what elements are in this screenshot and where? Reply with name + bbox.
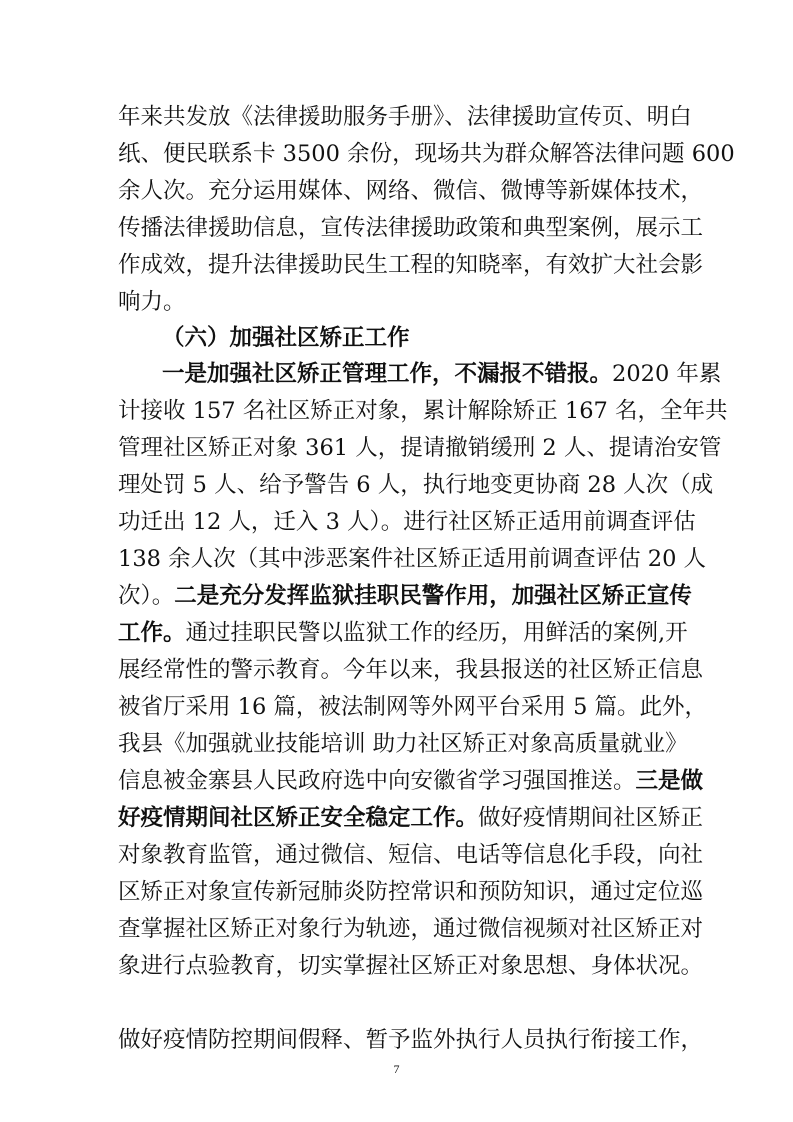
body-text-line — [118, 801, 704, 835]
body-text-line: 象进行点验教育，切实掌握社区矫正对象思想、身体状况。 — [118, 953, 704, 979]
text-run: 2020 年累 — [612, 361, 722, 387]
body-text-line: 对象教育监管，通过微信、短信、电话等信息化手段，向社 — [118, 842, 704, 868]
body-text-line: 我县《加强就业技能培训 助力社区矫正对象高质量就业》 — [118, 731, 688, 757]
body-text-line: 纸、便民联系卡 3500 余份，现场共为群众解答法律问题 600 — [118, 141, 735, 167]
text-run: 通过挂职民警以监狱工作的经历，用鲜活的案例,开 — [185, 620, 688, 646]
bold-lead-phrase: 一是加强社区矫正管理工作，不漏报不错报。 — [162, 361, 613, 387]
page-number: 7 — [393, 1062, 400, 1076]
body-text-line — [118, 764, 704, 798]
body-text-line: 余人次。充分运用媒体、网络、微信、微博等新媒体技术， — [118, 178, 704, 204]
text-run: 做好疫情期间社区矫正 — [478, 805, 704, 831]
body-text-line: 被省厅采用 16 篇，被法制网等外网平台采用 5 篇。此外， — [118, 694, 708, 720]
body-text-line: 展经常性的警示教育。今年以来，我县报送的社区矫正信息 — [118, 657, 704, 683]
body-text-line — [162, 357, 722, 391]
body-text-line: 查掌握社区矫正对象行为轨迹，通过微信视频对社区矫正对 — [118, 916, 704, 942]
bold-lead-phrase: 三是做 — [635, 768, 704, 794]
body-text-line: 理处罚 5 人、给予警告 6 人，执行地变更协商 28 人次（成 — [118, 472, 714, 498]
body-text-line: 响力。 — [118, 289, 186, 315]
body-text-line: 138 余人次（其中涉恶案件社区矫正适用前调查评估 20 人 — [118, 546, 707, 572]
body-text-line: 传播法律援助信息，宣传法律援助政策和典型案例，展示工 — [118, 215, 704, 241]
body-text-line: 作成效，提升法律援助民生工程的知晓率，有效扩大社会影 — [118, 252, 704, 278]
body-text-line: 年来共发放《法律援助服务手册》、法律援助宣传页、明白 — [118, 104, 692, 130]
bold-lead-phrase: 好疫情期间社区矫正安全稳定工作。 — [118, 805, 479, 831]
body-text-line: 做好疫情防控期间假释、暂予监外执行人员执行衔接工作， — [118, 1027, 704, 1053]
section-heading: （六）加强社区矫正工作 — [162, 325, 410, 351]
body-text-line: 功迁出 12 人，迁入 3 人）。进行社区矫正适用前调查评估 — [118, 509, 696, 535]
text-run: 信息被金寨县人民政府选中向安徽省学习强国推送。 — [118, 768, 636, 794]
bold-lead-phrase: 工作。 — [118, 620, 186, 646]
text-run: 次）。 — [118, 583, 175, 609]
body-text-line: 计接收 157 名社区矫正对象，累计解除矫正 167 名，全年共 — [118, 398, 728, 424]
body-text-line — [118, 579, 692, 613]
bold-lead-phrase: 二是充分发挥监狱挂职民警作用，加强社区矫正宣传 — [174, 583, 692, 609]
body-text-line: 管理社区矫正对象 361 人，提请撤销缓刑 2 人、提请治安管 — [118, 435, 722, 461]
body-text-line: 区矫正对象宣传新冠肺炎防控常识和预防知识，通过定位巡 — [118, 879, 704, 905]
body-text-line — [118, 616, 688, 650]
